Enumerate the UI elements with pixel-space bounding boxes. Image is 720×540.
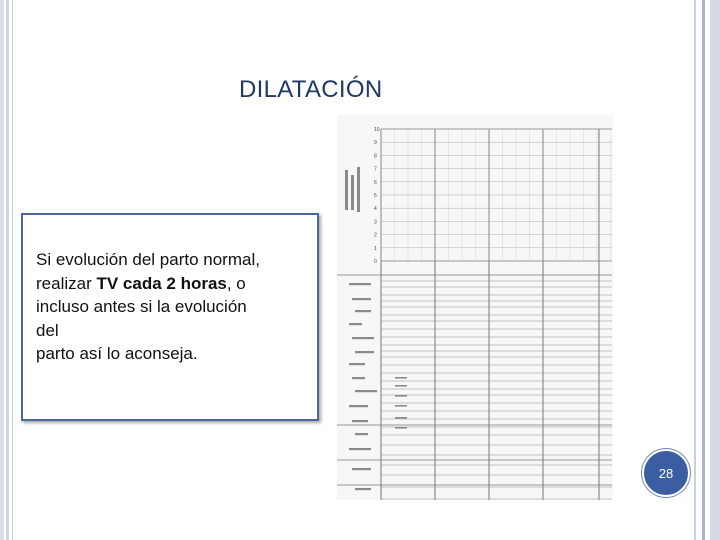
partograph-form-drawing: [337, 115, 613, 500]
dilation-tick-label: 10: [374, 127, 380, 133]
handwritten-label-mark: [395, 427, 407, 429]
slide-frame-left: [0, 0, 13, 540]
handwritten-label-mark: [355, 433, 368, 435]
handwritten-label-mark: [351, 175, 354, 210]
partograph-scan-image: [337, 115, 613, 500]
slide-title: DILATACIÓN: [239, 76, 383, 103]
handwritten-label-mark: [357, 167, 360, 212]
text-line: del: [36, 320, 59, 340]
handwritten-label-mark: [395, 417, 407, 419]
handwritten-label-mark: [355, 488, 371, 490]
text-line: incluso antes si la evolución: [36, 297, 247, 316]
handwritten-label-mark: [349, 405, 368, 407]
handwritten-label-mark: [352, 420, 368, 422]
handwritten-label-mark: [395, 385, 407, 387]
handwritten-label-mark: [345, 170, 348, 210]
slide-frame-right: [692, 0, 720, 540]
dilation-tick-label: 0: [374, 259, 377, 265]
emphasis-text: TV cada 2 horas: [96, 273, 227, 293]
handwritten-label-mark: [352, 298, 371, 300]
text-line-part: realizar: [36, 273, 97, 293]
text-line-part: , o: [226, 273, 246, 293]
page-number-badge: [642, 449, 690, 497]
dilation-tick-label: 3: [374, 219, 377, 226]
handwritten-label-mark: [355, 390, 377, 392]
dilation-tick-label: 8: [374, 153, 377, 160]
handwritten-label-mark: [349, 323, 362, 325]
dilation-tick-label: 9: [374, 140, 377, 147]
handwritten-label-mark: [352, 377, 365, 379]
handwritten-label-mark: [355, 310, 371, 312]
handwritten-label-mark: [349, 363, 365, 365]
text-line: Si evolución del parto normal,: [36, 250, 260, 269]
handwritten-label-mark: [352, 337, 374, 339]
handwritten-label-mark: [352, 468, 371, 470]
text-line: [36, 272, 311, 296]
dilation-tick-label: 6: [374, 179, 377, 186]
content-text-box: [21, 213, 319, 421]
dilation-tick-label: 2: [374, 232, 377, 239]
text-line: parto así lo aconseja.: [36, 344, 198, 363]
dilation-tick-label: 1: [374, 245, 377, 252]
handwritten-label-mark: [349, 283, 371, 285]
handwritten-label-mark: [349, 448, 371, 450]
dilation-tick-label: 7: [374, 166, 377, 173]
handwritten-label-mark: [395, 377, 407, 379]
handwritten-label-mark: [355, 351, 374, 353]
handwritten-label-mark: [395, 395, 407, 397]
handwritten-label-mark: [395, 405, 407, 407]
page-number: 28: [658, 465, 674, 481]
dilation-tick-label: 5: [374, 193, 377, 199]
dilation-tick-label: 4: [374, 206, 377, 213]
